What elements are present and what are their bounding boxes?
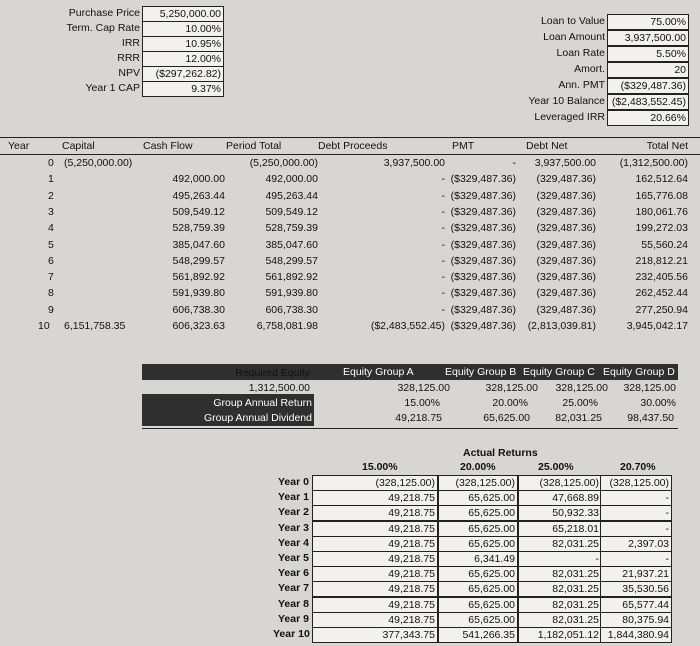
table-cell[interactable]: - — [441, 222, 445, 235]
table-cell[interactable]: 606,323.63 — [172, 320, 225, 332]
equity-group-header: Equity Group D — [603, 366, 675, 378]
column-header: Year — [8, 140, 30, 152]
equity-group-header: Equity Group A — [343, 366, 414, 378]
table-cell[interactable]: 3,945,042.17 — [626, 320, 688, 332]
table-cell[interactable]: - — [441, 254, 445, 267]
column-header: PMT — [452, 140, 475, 152]
actual-return-cell[interactable]: 49,218.75 — [312, 612, 438, 628]
loan-label: Loan Rate — [556, 47, 605, 59]
column-header: Period Total — [226, 140, 282, 152]
column-header: Debt Net — [526, 140, 568, 152]
year-label: Year 9 — [278, 612, 309, 625]
equity-amount[interactable]: 328,125.00 — [555, 382, 608, 394]
table-cell[interactable]: 385,047.60 — [172, 238, 225, 251]
table-cell[interactable]: (329,487.36) — [536, 303, 596, 316]
table-cell[interactable]: 548,299.57 — [172, 254, 225, 267]
actual-return-cell[interactable]: 35,530.56 — [600, 581, 672, 597]
input-label: Purchase Price — [68, 7, 140, 19]
loan-label: Year 10 Balance — [528, 95, 605, 107]
year-label: Year 7 — [278, 582, 309, 595]
actual-return-cell[interactable]: 65,625.00 — [438, 566, 518, 582]
loan-label: Loan to Value — [540, 15, 605, 27]
actual-return-cell[interactable]: 65,625.00 — [438, 612, 518, 628]
year-cell: 5 — [48, 238, 54, 251]
table-cell[interactable]: ($329,487.36) — [450, 189, 516, 202]
year-cell: 4 — [48, 222, 54, 235]
table-cell[interactable]: ($329,487.36) — [450, 238, 516, 251]
required-equity-value: 1,312,500.00 — [248, 382, 310, 394]
year-cell: 7 — [48, 271, 54, 284]
table-cell[interactable]: 606,738.30 — [265, 303, 318, 316]
input-label: Term. Cap Rate — [66, 22, 140, 34]
input-label: NPV — [118, 67, 140, 79]
actual-return-cell[interactable]: - — [518, 551, 602, 567]
year-label: Year 10 — [273, 628, 310, 640]
table-cell[interactable]: 262,452.44 — [635, 287, 688, 300]
table-cell[interactable] — [133, 156, 225, 170]
year-cell: 0 — [48, 157, 54, 169]
year-cell: 9 — [48, 303, 54, 316]
equity-amount[interactable]: 328,125.00 — [623, 382, 676, 394]
equity-dividend[interactable]: 98,437.50 — [627, 412, 674, 424]
input-value-cell[interactable]: 5,250,000.00 — [142, 6, 224, 22]
loan-value-cell[interactable]: 3,937,500.00 — [607, 30, 689, 46]
table-cell[interactable]: (329,487.36) — [536, 271, 596, 284]
actual-return-cell[interactable]: 65,577.44 — [600, 597, 672, 613]
actual-return-cell[interactable]: 2,397.03 — [600, 536, 672, 552]
actual-return-cell[interactable]: 80,375.94 — [600, 612, 672, 628]
equity-group-header: Equity Group B — [445, 366, 517, 378]
required-equity-label: Required Equity — [235, 367, 310, 379]
actual-return-cell[interactable]: 82,031.25 — [518, 597, 602, 613]
column-header: Cash Flow — [143, 140, 193, 152]
equity-group-header: Equity Group C — [523, 366, 595, 378]
loan-label: Amort. — [574, 63, 605, 75]
equity-return[interactable]: 15.00% — [404, 397, 440, 409]
group-annual-return-label: Group Annual Return — [142, 396, 312, 410]
actual-return-cell[interactable]: 49,218.75 — [312, 597, 438, 613]
table-cell[interactable]: 495,263.44 — [172, 189, 225, 202]
equity-dividend[interactable]: 82,031.25 — [555, 412, 602, 424]
table-cell[interactable]: - — [441, 303, 445, 316]
actual-return-cell[interactable]: 49,218.75 — [312, 505, 438, 521]
loan-value-cell[interactable]: 20.66% — [607, 110, 689, 126]
table-cell[interactable]: 180,061.76 — [635, 205, 688, 218]
table-cell[interactable]: ($329,487.36) — [450, 303, 516, 316]
table-cell[interactable]: ($329,487.36) — [450, 287, 516, 300]
equity-return[interactable]: 30.00% — [640, 397, 676, 409]
table-cell[interactable]: ($329,487.36) — [450, 271, 516, 284]
loan-value-cell[interactable]: ($329,487.36) — [607, 78, 689, 94]
year-cell: 1 — [48, 173, 54, 186]
table-cell[interactable]: 528,759.39 — [172, 222, 225, 235]
loan-label: Loan Amount — [543, 31, 605, 43]
input-label: Year 1 CAP — [85, 82, 140, 94]
table-cell[interactable]: 509,549.12 — [172, 205, 225, 218]
actual-return-cell[interactable]: 1,844,380.94 — [600, 627, 672, 643]
table-cell[interactable]: 591,939.80 — [265, 287, 318, 300]
table-cell[interactable]: (329,487.36) — [536, 222, 596, 235]
actual-return-cell[interactable]: 65,625.00 — [438, 597, 518, 613]
actual-return-cell[interactable]: 1,182,051.12 — [518, 627, 602, 643]
table-cell[interactable]: 492,000.00 — [265, 173, 318, 186]
table-cell[interactable]: (2,813,039.81) — [527, 320, 596, 332]
year-cell: 2 — [48, 189, 54, 202]
actual-return-cell[interactable]: (328,125.00) — [312, 475, 438, 491]
actual-return-cell[interactable]: 49,218.75 — [312, 551, 438, 567]
table-cell[interactable]: 3,937,500.00 — [534, 157, 596, 169]
year-label: Year 4 — [278, 536, 309, 549]
loan-label: Leveraged IRR — [534, 111, 605, 123]
dividend-line — [142, 428, 678, 429]
loan-value-cell[interactable]: ($2,483,552.45) — [607, 94, 689, 110]
table-cell[interactable]: 55,560.24 — [641, 238, 688, 251]
actual-return-cell[interactable]: 82,031.25 — [518, 612, 602, 628]
actual-header: 20.00% — [460, 461, 496, 473]
table-cell[interactable]: - — [512, 157, 516, 169]
actual-return-cell[interactable]: 541,266.35 — [438, 627, 518, 643]
actual-return-cell[interactable]: 47,668.89 — [518, 490, 602, 506]
table-cell[interactable]: 548,299.57 — [265, 254, 318, 267]
input-value-cell[interactable]: 12.00% — [142, 51, 224, 67]
actual-return-cell[interactable]: 49,218.75 — [312, 566, 438, 582]
actual-header: 20.70% — [620, 461, 656, 473]
actual-return-cell[interactable]: 65,625.00 — [438, 490, 518, 506]
year-label: Year 8 — [278, 597, 309, 610]
table-cell[interactable]: 6,758,081.98 — [256, 320, 318, 332]
actual-return-cell[interactable]: (328,125.00) — [438, 475, 518, 491]
table-cell[interactable]: 165,776.08 — [635, 189, 688, 202]
loan-value-cell[interactable]: 20 — [607, 62, 689, 78]
input-value-cell[interactable]: 9.37% — [142, 81, 224, 97]
table-cell[interactable]: ($329,487.36) — [450, 320, 516, 332]
actual-return-cell[interactable]: 65,625.00 — [438, 581, 518, 597]
group-annual-dividend-label: Group Annual Dividend — [142, 411, 312, 425]
year-label: Year 5 — [278, 552, 309, 564]
table-cell[interactable]: 606,738.30 — [172, 303, 225, 316]
input-value-cell[interactable]: ($297,262.82) — [142, 66, 224, 82]
table-cell[interactable]: 561,892.92 — [172, 271, 225, 284]
table-cell[interactable]: 162,512.64 — [635, 173, 688, 186]
input-value-cell[interactable]: 10.95% — [142, 36, 224, 52]
actual-return-cell[interactable]: (328,125.00) — [600, 475, 672, 491]
table-cell[interactable]: (329,487.36) — [536, 205, 596, 218]
column-header: Total Net — [646, 140, 688, 152]
table-cell[interactable]: ($329,487.36) — [450, 222, 516, 235]
actual-return-cell[interactable]: 49,218.75 — [312, 490, 438, 506]
actual-return-cell[interactable]: 50,932.33 — [518, 505, 602, 521]
table-cell[interactable]: 528,759.39 — [265, 222, 318, 235]
table-cell[interactable]: 277,250.94 — [635, 303, 688, 316]
table-cell[interactable]: (1,312,500.00) — [619, 157, 688, 169]
loan-value-cell[interactable]: 75.00% — [607, 14, 689, 30]
input-label: RRR — [117, 52, 140, 64]
table-cell[interactable]: 3,937,500.00 — [383, 157, 445, 169]
table-cell[interactable]: 561,892.92 — [265, 271, 318, 284]
input-value-cell[interactable]: 10.00% — [142, 21, 224, 37]
actual-return-cell[interactable]: - — [600, 551, 672, 567]
table-cell[interactable]: - — [441, 189, 445, 202]
actual-return-cell[interactable]: (328,125.00) — [518, 475, 602, 491]
table-cell[interactable]: (5,250,000.00) — [249, 157, 318, 169]
header-rule-top — [0, 137, 700, 138]
table-cell[interactable]: 385,047.60 — [265, 238, 318, 251]
actual-return-cell[interactable]: 6,341.49 — [438, 551, 518, 567]
table-cell[interactable]: (329,487.36) — [536, 173, 596, 186]
actual-return-cell[interactable]: - — [600, 521, 672, 537]
table-cell[interactable]: 495,263.44 — [265, 189, 318, 202]
actual-return-cell[interactable]: 65,625.00 — [438, 521, 518, 537]
actual-return-cell[interactable]: 49,218.75 — [312, 521, 438, 537]
year-label: Year 1 — [278, 491, 309, 504]
column-header: Debt Proceeds — [318, 140, 388, 152]
table-cell[interactable]: ($329,487.36) — [450, 173, 516, 186]
actual-return-cell[interactable]: 49,218.75 — [312, 536, 438, 552]
table-cell[interactable]: (329,487.36) — [536, 238, 596, 251]
table-cell[interactable]: 509,549.12 — [265, 205, 318, 218]
actual-return-cell[interactable]: 82,031.25 — [518, 581, 602, 597]
table-cell[interactable]: - — [441, 205, 445, 218]
table-cell[interactable]: ($2,483,552.45) — [370, 320, 445, 332]
input-label: IRR — [121, 37, 140, 49]
actual-return-cell[interactable]: - — [600, 505, 672, 521]
equity-return[interactable]: 25.00% — [562, 397, 598, 409]
equity-amount[interactable]: 328,125.00 — [397, 382, 450, 394]
year-cell: 8 — [48, 287, 54, 300]
table-cell[interactable]: 199,272.03 — [635, 222, 688, 235]
table-cell[interactable]: (329,487.36) — [536, 189, 596, 202]
actual-return-cell[interactable]: 82,031.25 — [518, 536, 602, 552]
year-label: Year 0 — [278, 476, 309, 488]
equity-dividend[interactable]: 65,625.00 — [483, 412, 530, 424]
actual-header: 25.00% — [538, 461, 574, 473]
table-cell[interactable]: ($329,487.36) — [450, 254, 516, 267]
table-cell[interactable]: (329,487.36) — [536, 287, 596, 300]
table-cell[interactable]: 591,939.80 — [172, 287, 225, 300]
loan-label: Ann. PMT — [558, 79, 605, 91]
table-cell[interactable]: (329,487.36) — [536, 254, 596, 267]
year-cell: 3 — [48, 205, 54, 218]
equity-dividend[interactable]: 49,218.75 — [395, 412, 442, 424]
actual-return-cell[interactable]: 21,937.21 — [600, 566, 672, 582]
table-cell[interactable]: 218,812.21 — [635, 254, 688, 267]
actual-return-cell[interactable]: - — [600, 490, 672, 506]
actual-return-cell[interactable]: 65,218.01 — [518, 521, 602, 537]
year-cell: 6 — [48, 254, 54, 267]
table-cell[interactable]: (5,250,000.00) — [64, 157, 133, 169]
equity-amount[interactable]: 328,125.00 — [485, 382, 538, 394]
actual-return-cell[interactable]: 82,031.25 — [518, 566, 602, 582]
actual-header: 15.00% — [362, 461, 398, 473]
table-cell[interactable]: - — [441, 287, 445, 300]
table-cell[interactable]: - — [441, 173, 445, 186]
year-cell: 10 — [38, 320, 50, 332]
year-label: Year 6 — [278, 567, 309, 580]
header-rule-bottom — [0, 154, 700, 155]
table-cell[interactable]: ($329,487.36) — [450, 205, 516, 218]
actual-return-cell[interactable]: 65,625.00 — [438, 505, 518, 521]
year-label: Year 3 — [278, 521, 309, 534]
table-cell[interactable]: - — [441, 271, 445, 284]
year-label: Year 2 — [278, 506, 309, 519]
table-cell[interactable]: 232,405.56 — [635, 271, 688, 284]
actual-return-cell[interactable]: 65,625.00 — [438, 536, 518, 552]
column-header: Capital — [62, 140, 95, 152]
actual-returns-title: Actual Returns — [463, 447, 538, 459]
equity-return[interactable]: 20.00% — [492, 397, 528, 409]
actual-return-cell[interactable]: 49,218.75 — [312, 581, 438, 597]
table-cell[interactable]: 6,151,758.35 — [64, 320, 126, 332]
loan-value-cell[interactable]: 5.50% — [607, 46, 689, 62]
table-cell[interactable]: 492,000.00 — [172, 173, 225, 186]
actual-return-cell[interactable]: 377,343.75 — [312, 627, 438, 643]
table-cell[interactable]: - — [441, 238, 445, 251]
